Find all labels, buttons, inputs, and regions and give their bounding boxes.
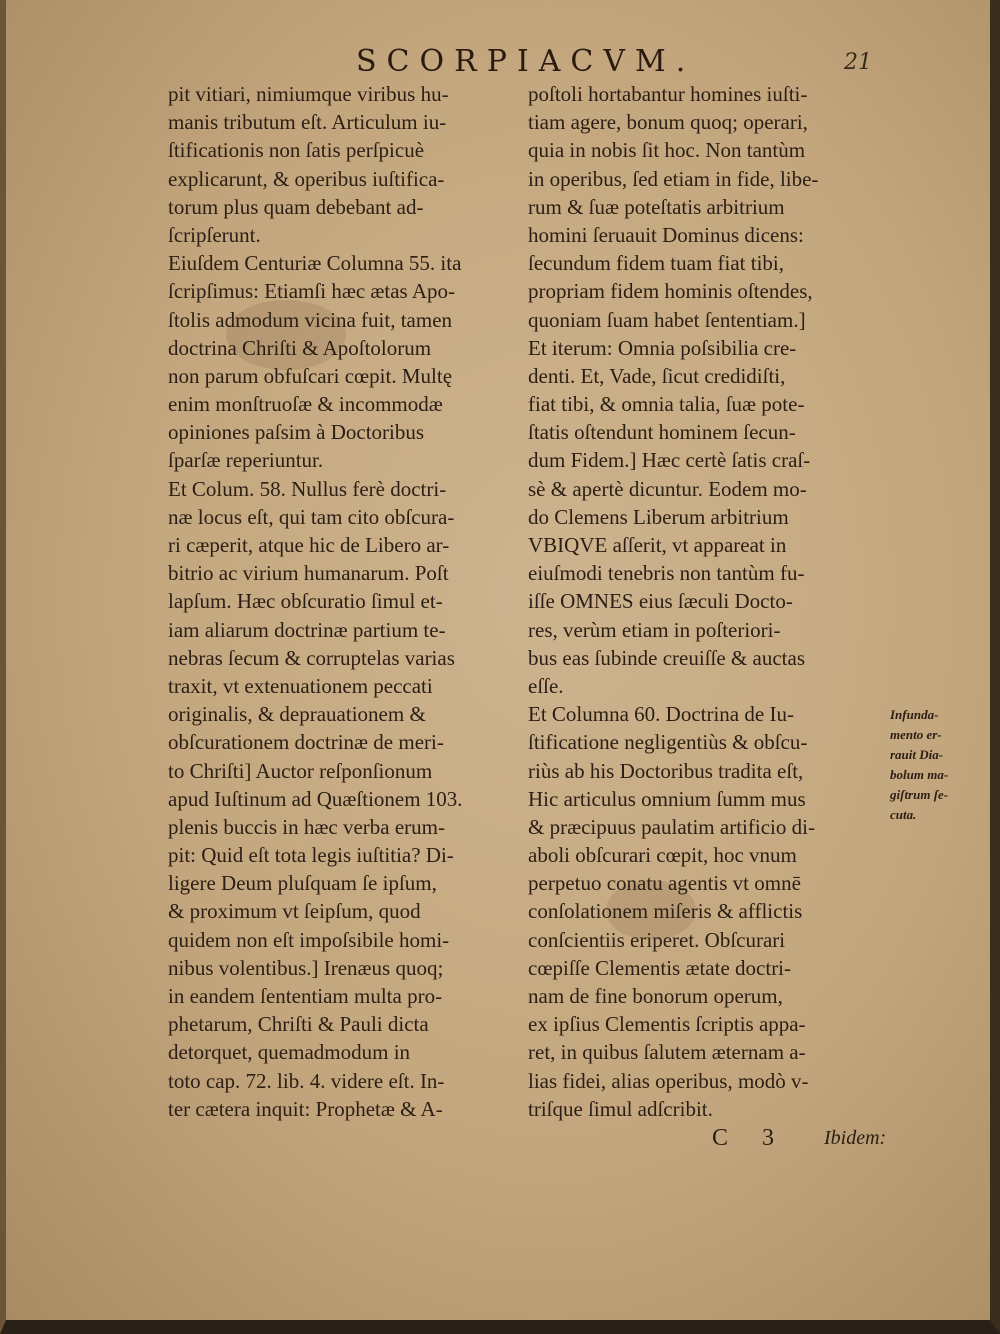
text-line: to Chriſti] Auctor reſponſionum [168, 758, 433, 783]
text-line: obſcurationem doctrinæ de meri- [168, 730, 444, 755]
text-line: sè & apertè dicuntur. Eodem mo- [528, 476, 807, 501]
text-line: Et Columna 60. Doctrina de Iu- [528, 702, 794, 727]
text-line: pit: Quid eſt tota legis iuſtitia? Di- [168, 843, 454, 868]
running-title: SCORPIACVM. [356, 44, 696, 79]
text-line: bitrio ac virium humanarum. Poſt [168, 561, 449, 586]
text-line: Eiuſdem Centuriæ Columna 55. ita [168, 251, 462, 276]
text-line: rum & ſuæ poteſtatis arbitrium [528, 194, 785, 219]
text-line: in eandem ſententiam multa pro- [168, 984, 443, 1008]
text-line: ſtolis admodum vicina fuit, tamen [168, 307, 453, 332]
text-line: torum plus quam debebant ad- [168, 194, 424, 219]
text-line: Et Colum. 58. Nullus ferè doctri- [168, 476, 447, 501]
text-line: non parum obfuſcari cœpit. Multę [168, 363, 453, 388]
text-line: pit vitiari, nimiumque viribus hu- [168, 82, 449, 106]
marginal-note [890, 705, 994, 825]
text-line: detorquet, quemadmodum in [168, 1040, 411, 1065]
text-line: quidem non eſt impoſsibile homi- [168, 927, 450, 952]
text-line: conſcientiis eriperet. Obſcurari [528, 927, 786, 952]
text-line: Hic articulus omnium ſumm mus [528, 786, 806, 811]
text-line: conſolationem miſeris & afflictis [528, 899, 803, 924]
text-line: fiat tibi, & omnia talia, ſuæ pote- [528, 392, 805, 417]
left-text-column [168, 80, 520, 1123]
margin-note-line: mento er- [890, 727, 942, 742]
text-line: quia in nobis ſit hoc. Non tantùm [528, 138, 806, 163]
catchword: Ibidem: [824, 1127, 887, 1149]
text-line: enim monſtruoſæ & incommodæ [168, 392, 443, 417]
text-line: lapſum. Hæc obſcuratio ſimul et- [168, 589, 443, 614]
text-line: explicarunt, & operibus iuſtifica- [168, 166, 445, 191]
text-line: eſſe. [528, 673, 564, 698]
text-line: homini ſeruauit Dominus dicens: [528, 222, 804, 247]
text-line: ret, in quibus ſalutem æternam a- [528, 1040, 806, 1065]
text-line: nebras ſecum & corruptelas varias [168, 645, 455, 670]
text-line: ex ipſius Clementis ſcriptis appa- [528, 1012, 806, 1037]
text-line: næ locus eſt, qui tam cito obſcura- [168, 504, 455, 529]
text-line: traxit, vt extenuationem peccati [168, 673, 433, 698]
text-line: Et iterum: Omnia poſsibilia cre- [528, 335, 797, 360]
text-line: phetarum, Chriſti & Pauli dicta [168, 1012, 429, 1037]
text-line: ligere Deum pluſquam ſe ipſum, [168, 871, 437, 896]
text-line: iſſe OMNES eius ſæculi Docto- [528, 589, 793, 614]
text-line: nibus volentibus.] Irenæus quoq; [168, 955, 444, 980]
text-line: riùs ab his Doctoribus tradita eſt, [528, 758, 804, 783]
text-line: res, verùm etiam in poſteriori- [528, 617, 781, 642]
text-line: poſtoli hortabantur homines iuſti- [528, 82, 808, 106]
text-line: lias fidei, alias operibus, modò v- [528, 1068, 809, 1093]
text-line: apud Iuſtinum ad Quæſtionem 103. [168, 786, 463, 811]
text-line: cœpiſſe Clementis ætate doctri- [528, 955, 792, 980]
running-head [6, 44, 1000, 80]
text-line: opiniones paſsim à Doctoribus [168, 420, 425, 445]
text-line: iam aliarum doctrinæ partium te- [168, 617, 446, 642]
text-line: triſque ſimul adſcribit. [528, 1096, 713, 1121]
text-line: ſtificatione negligentiùs & obſcu- [528, 730, 808, 755]
text-line: & proximum vt ſeipſum, quod [168, 899, 421, 924]
text-line: ſparſæ reperiuntur. [168, 448, 324, 473]
text-line: & præcipuus paulatim artificio di- [528, 814, 815, 839]
margin-note-line: Infunda- [890, 707, 939, 722]
text-line: perpetuo conatu agentis vt omnē [528, 871, 801, 896]
text-line: dum Fidem.] Hæc certè ſatis craſ- [528, 448, 811, 473]
text-line: ri cæperit, atque hic de Libero ar- [168, 533, 450, 557]
text-line: doctrina Chriſti & Apoſtolorum [168, 335, 432, 360]
text-line: ſcripſerunt. [168, 222, 261, 247]
text-line: propriam fidem hominis oſtendes, [528, 279, 813, 304]
text-line: do Clemens Liberum arbitrium [528, 504, 789, 529]
margin-note-line: rauit Dia- [890, 747, 944, 762]
margin-note-line: bolum ma- [890, 767, 949, 782]
signature-mark: C 3 [712, 1125, 789, 1151]
page-number: 21 [844, 50, 872, 75]
text-line: ſcripſimus: Etiamſi hæc ætas Apo- [168, 279, 455, 304]
margin-note-line: cuta. [890, 807, 917, 822]
text-line: ſtatis oſtendunt hominem ſecun- [528, 420, 796, 445]
text-line: ſecundum fidem tuam fiat tibi, [528, 251, 785, 276]
text-line: quoniam ſuam habet ſententiam.] [528, 307, 806, 332]
text-line: tiam agere, bonum quoq; operari, [528, 110, 808, 135]
margin-note-line: giſtrum ſe- [890, 787, 949, 802]
text-line: ter cætera inquit: Prophetæ & A- [168, 1096, 443, 1121]
text-line: VBIQVE aſſerit, vt appareat in [528, 533, 787, 557]
text-line: aboli obſcurari cœpit, hoc vnum [528, 843, 797, 868]
text-line: bus eas ſubinde creuiſſe & auctas [528, 645, 805, 670]
text-line: plenis buccis in hæc verba erum- [168, 814, 445, 839]
text-line: ſtificationis non ſatis perſpicuè [168, 138, 425, 163]
page-footer [6, 1125, 1000, 1155]
text-line: in operibus, ſed etiam in fide, libe- [528, 166, 819, 191]
text-line: nam de fine bonorum operum, [528, 984, 783, 1008]
right-text-column [528, 80, 884, 1123]
text-line: toto cap. 72. lib. 4. videre eſt. In- [168, 1068, 445, 1093]
text-line: originalis, & deprauationem & [168, 702, 426, 727]
text-line: eiuſmodi tenebris non tantùm fu- [528, 561, 805, 586]
text-line: denti. Et, Vade, ſicut credidiſti, [528, 363, 786, 388]
text-line: manis tributum eſt. Articulum iu- [168, 110, 447, 135]
